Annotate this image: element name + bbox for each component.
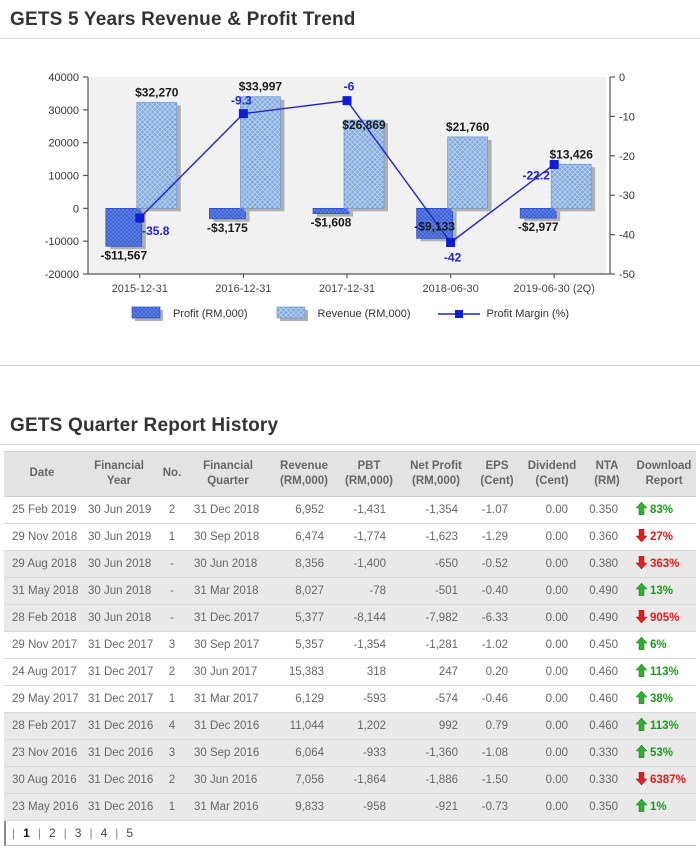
cell-dividend: 0.00	[522, 631, 582, 658]
profit-value-label: -$11,567	[100, 248, 148, 263]
table-title: GETS Quarter Report History	[10, 415, 279, 436]
arrow-up-icon	[636, 745, 647, 761]
section-divider	[0, 365, 700, 366]
column-header: Date	[4, 452, 80, 497]
profit-value-label: -$2,977	[517, 220, 559, 235]
download-report-link[interactable]	[632, 685, 696, 712]
cell-eps: 0.79	[472, 712, 522, 739]
right-axis-tick-label: 0	[619, 72, 626, 84]
cell-revenue: 6,129	[270, 685, 338, 712]
page-separator: |	[12, 825, 16, 840]
cell-financial-quarter: 30 Jun 2017	[186, 658, 270, 685]
cell-date: 31 May 2018	[4, 577, 80, 604]
cell-no: -	[158, 604, 186, 631]
column-header: PBT (RM,000)	[338, 452, 400, 497]
cell-revenue: 5,377	[270, 604, 338, 631]
cell-dividend: 0.00	[522, 550, 582, 577]
x-axis-category-label: 2017-12-31	[318, 283, 376, 295]
arrow-up-icon	[636, 691, 647, 707]
cell-pbt: -1,354	[338, 631, 400, 658]
cell-net-profit: 992	[400, 712, 472, 739]
download-report-link[interactable]	[632, 739, 696, 766]
cell-financial-year: 30 Jun 2018	[80, 577, 158, 604]
column-header: Financial Year	[80, 452, 158, 497]
legend-item-profit	[131, 305, 248, 323]
cell-net-profit: -501	[400, 577, 472, 604]
right-axis-tick-label: -40	[619, 229, 635, 242]
chart-plot	[0, 67, 700, 299]
change-percent: 53%	[650, 746, 674, 759]
arrow-up-icon	[636, 799, 647, 815]
cell-nta: 0.350	[582, 496, 632, 523]
left-axis-tick-label: -20000	[44, 269, 79, 281]
cell-revenue: 15,383	[270, 658, 338, 685]
cell-nta: 0.380	[582, 550, 632, 577]
table-row	[4, 631, 696, 658]
cell-eps: -0.46	[472, 685, 522, 712]
cell-nta: 0.330	[582, 766, 632, 793]
cell-financial-quarter: 31 Dec 2017	[186, 604, 270, 631]
page-number-2[interactable]: 2	[48, 825, 56, 840]
cell-pbt: -78	[338, 577, 400, 604]
cell-revenue: 7,056	[270, 766, 338, 793]
column-header: Dividend (Cent)	[522, 452, 582, 497]
download-report-link[interactable]	[632, 550, 696, 577]
table-header	[4, 452, 696, 497]
revenue-value-label: $32,270	[135, 85, 179, 100]
cell-financial-year: 30 Jun 2018	[80, 604, 158, 631]
cell-date: 28 Feb 2017	[4, 712, 80, 739]
cell-no: 3	[158, 739, 186, 766]
page-number-5[interactable]: 5	[126, 825, 134, 840]
cell-nta: 0.490	[582, 577, 632, 604]
cell-financial-year: 31 Dec 2016	[80, 739, 158, 766]
cell-financial-year: 31 Dec 2016	[80, 793, 158, 820]
cell-financial-year: 31 Dec 2016	[80, 712, 158, 739]
change-percent: 38%	[650, 692, 674, 705]
margin-value-label: -22.2	[522, 168, 550, 183]
cell-date: 29 Aug 2018	[4, 550, 80, 577]
margin-point	[135, 214, 144, 223]
cell-revenue: 5,357	[270, 631, 338, 658]
cell-financial-year: 30 Jun 2019	[80, 523, 158, 550]
chart-section	[0, 0, 700, 366]
margin-point	[550, 160, 559, 169]
cell-financial-quarter: 30 Jun 2016	[186, 766, 270, 793]
arrow-up-icon	[636, 718, 647, 734]
profit-bar	[313, 208, 349, 213]
cell-pbt: -1,774	[338, 523, 400, 550]
download-report-link[interactable]	[632, 523, 696, 550]
change-percent: 1%	[650, 800, 667, 813]
cell-eps: -1.29	[472, 523, 522, 550]
cell-net-profit: -1,886	[400, 766, 472, 793]
cell-no: 4	[158, 712, 186, 739]
change-percent: 13%	[650, 584, 674, 597]
change-percent: 113%	[650, 719, 679, 732]
chart-svg	[0, 67, 700, 299]
change-percent: 6387%	[650, 773, 686, 786]
cell-date: 25 Feb 2019	[4, 496, 80, 523]
arrow-up-icon	[636, 637, 647, 653]
cell-dividend: 0.00	[522, 712, 582, 739]
cell-no: -	[158, 550, 186, 577]
revenue-value-label: $26,869	[342, 118, 386, 133]
cell-pbt: -1,431	[338, 496, 400, 523]
cell-no: 2	[158, 658, 186, 685]
cell-financial-year: 31 Dec 2017	[80, 631, 158, 658]
cell-no: 1	[158, 685, 186, 712]
cell-financial-quarter: 31 Mar 2018	[186, 577, 270, 604]
cell-eps: -0.40	[472, 577, 522, 604]
cell-eps: -0.73	[472, 793, 522, 820]
cell-pbt: -1,864	[338, 766, 400, 793]
quarter-report-table	[4, 451, 696, 821]
cell-dividend: 0.00	[522, 523, 582, 550]
right-axis-tick-label: -10	[619, 111, 635, 124]
chart-legend	[0, 305, 700, 323]
table-row	[4, 685, 696, 712]
page-number-4[interactable]: 4	[100, 825, 108, 840]
cell-eps: -6.33	[472, 604, 522, 631]
cell-financial-year: 30 Jun 2018	[80, 550, 158, 577]
cell-nta: 0.490	[582, 604, 632, 631]
download-report-link[interactable]	[632, 604, 696, 631]
table-row	[4, 766, 696, 793]
quarter-report-table-wrap	[4, 451, 696, 821]
table-row	[4, 523, 696, 550]
cell-net-profit: -574	[400, 685, 472, 712]
chart-title: GETS 5 Years Revenue & Profit Trend	[10, 9, 356, 30]
cell-dividend: 0.00	[522, 685, 582, 712]
left-axis-tick-label: 40000	[48, 72, 79, 84]
cell-pbt: -8,144	[338, 604, 400, 631]
margin-value-label: -9.3	[231, 93, 252, 108]
cell-financial-quarter: 31 Dec 2018	[186, 496, 270, 523]
cell-financial-quarter: 30 Sep 2018	[186, 523, 270, 550]
cell-net-profit: -1,354	[400, 496, 472, 523]
cell-nta: 0.350	[582, 793, 632, 820]
arrow-down-icon	[636, 556, 647, 572]
cell-dividend: 0.00	[522, 739, 582, 766]
x-axis-category-label: 2019-06-30 (2Q)	[513, 283, 595, 295]
arrow-down-icon	[636, 772, 647, 788]
cell-eps: -1.07	[472, 496, 522, 523]
cell-net-profit: -650	[400, 550, 472, 577]
left-axis-tick-label: 20000	[48, 137, 79, 150]
cell-eps: -1.02	[472, 631, 522, 658]
table-row	[4, 712, 696, 739]
table-row	[4, 496, 696, 523]
right-axis-tick-label: -30	[619, 190, 635, 203]
margin-point	[239, 109, 248, 118]
page-separator: |	[37, 825, 41, 840]
profit-swatch-icon	[131, 305, 167, 323]
revenue-value-label: $21,760	[445, 119, 490, 134]
table-row	[4, 739, 696, 766]
change-percent: 83%	[650, 503, 674, 516]
cell-financial-quarter: 30 Sep 2017	[186, 631, 270, 658]
cell-nta: 0.360	[582, 523, 632, 550]
arrow-up-icon	[636, 502, 647, 518]
cell-financial-quarter: 30 Jun 2018	[186, 550, 270, 577]
cell-net-profit: 247	[400, 658, 472, 685]
divider	[0, 38, 700, 39]
download-report-link[interactable]	[632, 631, 696, 658]
cell-financial-quarter: 31 Mar 2017	[186, 685, 270, 712]
cell-revenue: 6,952	[270, 496, 338, 523]
cell-pbt: -958	[338, 793, 400, 820]
table-row	[4, 550, 696, 577]
table-section	[0, 406, 700, 846]
cell-dividend: 0.00	[522, 793, 582, 820]
cell-net-profit: -1,360	[400, 739, 472, 766]
change-percent: 905%	[650, 611, 680, 624]
cell-financial-year: 31 Dec 2017	[80, 658, 158, 685]
revenue-bar	[448, 137, 488, 208]
pagination	[4, 821, 696, 846]
change-percent: 363%	[650, 557, 680, 570]
column-header: Net Profit (RM,000)	[400, 452, 472, 497]
cell-financial-year: 30 Jun 2019	[80, 496, 158, 523]
profit-bar	[209, 208, 245, 218]
cell-eps: 0.20	[472, 658, 522, 685]
revenue-value-label: $33,997	[238, 79, 283, 94]
cell-nta: 0.330	[582, 739, 632, 766]
right-axis-tick-label: -20	[619, 150, 635, 163]
cell-financial-year: 31 Dec 2016	[80, 766, 158, 793]
margin-line-icon	[438, 308, 480, 320]
margin-value-label: -42	[443, 250, 462, 265]
revenue-bar	[344, 120, 384, 208]
profit-bar	[520, 208, 556, 218]
legend-label: Profit (RM,000)	[172, 308, 248, 320]
table-row	[4, 604, 696, 631]
left-axis-tick-label: 30000	[48, 104, 79, 117]
cell-no: 3	[158, 631, 186, 658]
cell-net-profit: -1,281	[400, 631, 472, 658]
download-report-link[interactable]	[632, 577, 696, 604]
table-row	[4, 577, 696, 604]
profit-value-label: -$1,608	[310, 215, 352, 230]
cell-eps: -0.52	[472, 550, 522, 577]
cell-financial-quarter: 31 Dec 2016	[186, 712, 270, 739]
download-report-link[interactable]	[632, 793, 696, 820]
x-axis-category-label: 2018-06-30	[422, 283, 479, 295]
column-header: NTA (RM)	[582, 452, 632, 497]
cell-net-profit: -7,982	[400, 604, 472, 631]
cell-revenue: 8,027	[270, 577, 338, 604]
cell-no: 2	[158, 766, 186, 793]
change-percent: 113%	[650, 665, 679, 678]
margin-point	[343, 96, 352, 105]
page-separator: |	[115, 825, 119, 840]
cell-date: 29 Nov 2018	[4, 523, 80, 550]
cell-dividend: 0.00	[522, 658, 582, 685]
cell-net-profit: -921	[400, 793, 472, 820]
page-separator: |	[63, 825, 67, 840]
cell-dividend: 0.00	[522, 496, 582, 523]
margin-point	[446, 238, 455, 247]
page-number-1[interactable]: 1	[23, 825, 30, 840]
column-header: Revenue (RM,000)	[270, 452, 338, 497]
cell-date: 23 Nov 2016	[4, 739, 80, 766]
margin-value-label: -6	[343, 79, 355, 94]
legend-item-revenue	[276, 305, 411, 323]
cell-nta: 0.450	[582, 631, 632, 658]
cell-revenue: 8,356	[270, 550, 338, 577]
cell-revenue: 6,474	[270, 523, 338, 550]
cell-dividend: 0.00	[522, 577, 582, 604]
left-axis-tick-label: 10000	[48, 170, 79, 183]
cell-pbt: -933	[338, 739, 400, 766]
cell-date: 29 Nov 2017	[4, 631, 80, 658]
cell-revenue: 11,044	[270, 712, 338, 739]
revenue-bar	[137, 102, 177, 208]
column-header: Financial Quarter	[186, 452, 270, 497]
cell-dividend: 0.00	[522, 766, 582, 793]
arrow-up-icon	[636, 664, 647, 680]
left-axis-tick-label: -10000	[44, 236, 79, 249]
cell-financial-year: 31 Dec 2017	[80, 685, 158, 712]
table-row	[4, 658, 696, 685]
cell-eps: -1.50	[472, 766, 522, 793]
column-header: EPS (Cent)	[472, 452, 522, 497]
divider	[0, 444, 700, 445]
cell-date: 28 Feb 2018	[4, 604, 80, 631]
cell-financial-quarter: 30 Sep 2016	[186, 739, 270, 766]
right-axis-tick-label: -50	[619, 269, 635, 281]
download-report-link[interactable]	[632, 712, 696, 739]
cell-nta: 0.460	[582, 685, 632, 712]
cell-pbt: 1,202	[338, 712, 400, 739]
cell-date: 24 Aug 2017	[4, 658, 80, 685]
cell-nta: 0.460	[582, 712, 632, 739]
page-separator: |	[89, 825, 93, 840]
cell-dividend: 0.00	[522, 604, 582, 631]
download-report-link[interactable]	[632, 766, 696, 793]
legend-label: Revenue (RM,000)	[317, 308, 411, 320]
cell-nta: 0.460	[582, 658, 632, 685]
download-report-link[interactable]	[632, 496, 696, 523]
cell-pbt: -593	[338, 685, 400, 712]
revenue-value-label: $13,426	[549, 147, 593, 162]
revenue-profit-chart	[0, 67, 700, 323]
revenue-swatch-icon	[276, 305, 312, 323]
change-percent: 6%	[650, 638, 667, 651]
revenue-bar	[551, 164, 591, 208]
column-header: No.	[158, 452, 186, 497]
arrow-down-icon	[636, 610, 647, 626]
cell-no: 1	[158, 523, 186, 550]
cell-revenue: 9,833	[270, 793, 338, 820]
profit-value-label: -$3,175	[207, 220, 248, 235]
legend-label: Profit Margin (%)	[486, 308, 570, 320]
cell-date: 30 Aug 2016	[4, 766, 80, 793]
cell-date: 29 May 2017	[4, 685, 80, 712]
legend-item-margin	[438, 308, 569, 320]
download-report-link[interactable]	[632, 658, 696, 685]
margin-value-label: -35.8	[142, 224, 170, 239]
x-axis-category-label: 2015-12-31	[111, 283, 168, 295]
cell-no: -	[158, 577, 186, 604]
cell-pbt: 318	[338, 658, 400, 685]
cell-net-profit: -1,623	[400, 523, 472, 550]
cell-no: 1	[158, 793, 186, 820]
column-header: Download Report	[632, 452, 696, 497]
cell-date: 23 May 2016	[4, 793, 80, 820]
arrow-down-icon	[636, 529, 647, 545]
cell-pbt: -1,400	[338, 550, 400, 577]
cell-no: 2	[158, 496, 186, 523]
table-row	[4, 793, 696, 820]
x-axis-category-label: 2016-12-31	[215, 283, 272, 295]
cell-financial-quarter: 31 Mar 2016	[186, 793, 270, 820]
arrow-up-icon	[636, 583, 647, 599]
page-number-3[interactable]: 3	[74, 825, 82, 840]
cell-eps: -1.08	[472, 739, 522, 766]
cell-revenue: 6,064	[270, 739, 338, 766]
profit-value-label: -$9,133	[414, 219, 455, 234]
change-percent: 27%	[650, 530, 674, 543]
left-axis-tick-label: 0	[72, 203, 79, 216]
